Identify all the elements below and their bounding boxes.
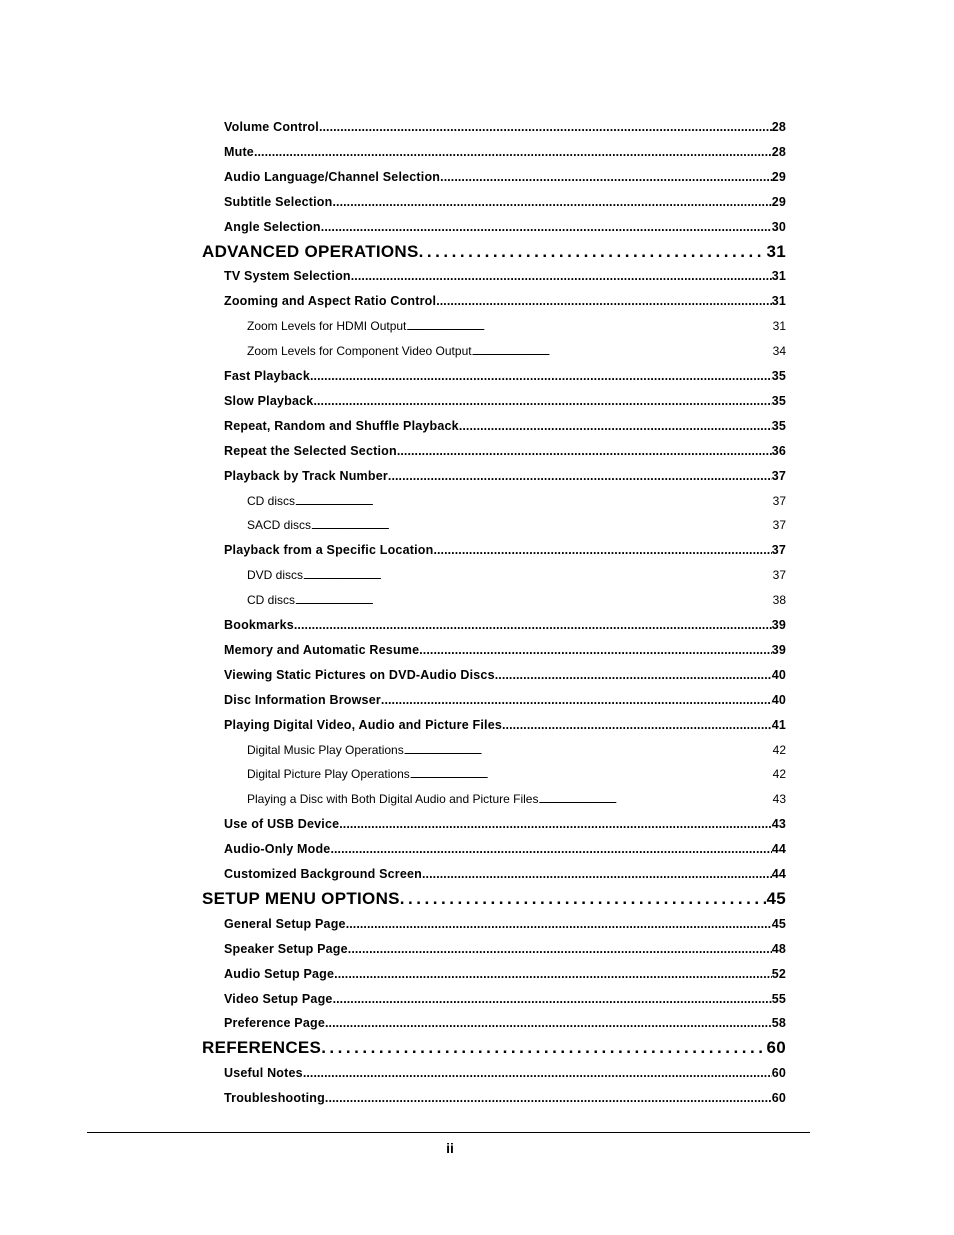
toc-dot-leader: [332, 195, 771, 209]
toc-entry[interactable]: [247, 319, 786, 335]
toc-entry-page: 37: [772, 568, 786, 583]
toc-entry-title: Preference Page: [224, 1016, 325, 1031]
toc-entry-title: Bookmarks: [224, 618, 294, 632]
toc-entry[interactable]: [224, 369, 786, 387]
toc-dot-leader: [495, 668, 772, 682]
toc-dot-leader: [295, 494, 773, 508]
toc-entry[interactable]: [224, 668, 786, 686]
toc-entry[interactable]: [224, 1066, 786, 1084]
toc-dot-leader: [410, 767, 773, 781]
toc-entry-title: Subtitle Selection: [224, 194, 333, 209]
toc-entry-page: 31: [771, 269, 786, 284]
toc-entry-title: Zoom Levels for Component Video Output: [247, 344, 472, 359]
toc-entry-page: 28: [771, 144, 786, 159]
toc-entry-page: 43: [771, 817, 786, 832]
toc-entry-title: Disc Information Browser: [224, 692, 381, 707]
toc-dot-leader: [433, 543, 771, 557]
toc-entry-page: 40: [771, 692, 786, 707]
toc-dot-leader: [419, 242, 767, 262]
toc-entry-title: Repeat the Selected Section: [224, 443, 397, 458]
toc-dot-leader: [346, 917, 772, 931]
toc-entry-page: 29: [771, 194, 786, 209]
toc-entry[interactable]: [247, 593, 786, 609]
toc-entry-title: Mute: [224, 144, 254, 159]
toc-dot-leader: [459, 419, 772, 433]
toc-dot-leader: [472, 344, 773, 358]
toc-entry-page: 55: [771, 991, 786, 1006]
toc-entry-title: Slow Playback: [224, 393, 314, 408]
toc-entry-page: 39: [771, 618, 786, 632]
toc-dot-leader: [419, 643, 771, 657]
toc-entry-title: REFERENCES: [202, 1038, 322, 1058]
toc-entry-title: Digital Music Play Operations: [247, 742, 404, 757]
toc-entry-page: 28: [771, 120, 786, 134]
toc-dot-leader: [321, 220, 772, 234]
toc-dot-leader: [436, 294, 772, 308]
toc-entry-title: Playback from a Specific Location: [224, 543, 434, 558]
toc-entry-title: Repeat, Random and Shuffle Playback: [224, 418, 459, 433]
toc-entry-page: 42: [772, 767, 786, 782]
toc-entry-page: 44: [771, 842, 786, 857]
toc-entry-title: Audio Language/Channel Selection: [224, 169, 441, 184]
toc-dot-leader: [294, 618, 772, 632]
toc-entry-page: 43: [772, 792, 786, 807]
toc-entry-page: 41: [771, 717, 786, 732]
toc-entry-title: Zooming and Aspect Ratio Control: [224, 294, 437, 309]
toc-entry-title: TV System Selection: [224, 269, 351, 284]
toc-entry-page: 35: [771, 369, 786, 383]
toc-dot-leader: [334, 967, 772, 981]
toc-dot-leader: [325, 1016, 772, 1030]
toc-entry[interactable]: [224, 867, 786, 885]
toc-entry-page: 35: [771, 418, 786, 433]
toc-entry-title: Audio Setup Page: [224, 966, 335, 981]
toc-entry-page: 34: [772, 344, 786, 359]
toc-entry-title: Speaker Setup Page: [224, 941, 348, 956]
toc-entry-page: 58: [771, 1016, 786, 1031]
toc-entry-page: 44: [771, 867, 786, 881]
toc-entry[interactable]: [247, 518, 786, 534]
toc-entry-title: Viewing Static Pictures on DVD-Audio Discs: [224, 667, 495, 682]
toc-dot-leader: [321, 1038, 766, 1058]
toc-entry-title: Video Setup Page: [224, 991, 333, 1006]
toc-entry[interactable]: [224, 195, 786, 213]
toc-entry[interactable]: [224, 220, 786, 238]
toc-entry-title: Audio-Only Mode: [224, 842, 331, 857]
toc-entry[interactable]: [224, 394, 786, 412]
toc-dot-leader: [313, 394, 771, 408]
toc-entry-title: Volume Control: [224, 120, 319, 134]
toc-entry[interactable]: [224, 967, 786, 985]
toc-entry[interactable]: [224, 942, 786, 960]
toc-entry-title: Useful Notes: [224, 1066, 303, 1081]
toc-entry-title: CD discs: [247, 493, 296, 508]
toc-entry-title: DVD discs: [247, 568, 304, 583]
toc-entry-title: Digital Picture Play Operations: [247, 767, 410, 782]
toc-dot-leader: [339, 817, 771, 831]
toc-entry[interactable]: [224, 618, 786, 636]
toc-entry-title: ADVANCED OPERATIONS: [202, 241, 419, 261]
toc-dot-leader: [397, 444, 772, 458]
toc-entry-title: Playback by Track Number: [224, 468, 388, 483]
toc-entry-title: Zoom Levels for HDMI Output: [247, 319, 407, 334]
toc-entry[interactable]: [224, 643, 786, 661]
toc-dot-leader: [422, 867, 772, 881]
toc-entry[interactable]: [224, 1091, 786, 1109]
toc-entry[interactable]: [224, 419, 786, 437]
toc-dot-leader: [254, 145, 772, 159]
toc-entry-title: Use of USB Device: [224, 817, 340, 832]
toc-dot-leader: [404, 743, 773, 757]
toc-entry-page: 31: [772, 319, 786, 334]
toc-dot-leader: [502, 718, 772, 732]
toc-entry-title: Memory and Automatic Resume: [224, 642, 420, 657]
toc-entry-page: 31: [771, 294, 786, 309]
toc-entry-title: Customized Background Screen: [224, 867, 423, 881]
toc-entry-page: 48: [771, 941, 786, 956]
toc-entry[interactable]: [202, 889, 786, 913]
toc-entry-page: 31: [766, 241, 786, 261]
toc-entry[interactable]: [224, 469, 786, 487]
toc-entry[interactable]: [224, 817, 786, 835]
toc-dot-leader: [348, 942, 772, 956]
toc-entry-page: 45: [771, 916, 786, 931]
toc-dot-leader: [538, 792, 772, 806]
toc-entry[interactable]: [224, 718, 786, 736]
toc-entry[interactable]: [224, 170, 786, 188]
toc-dot-leader: [310, 369, 772, 383]
toc-entry-page: 60: [771, 1091, 786, 1106]
toc-entry-page: 40: [771, 667, 786, 682]
toc-dot-leader: [303, 1066, 772, 1080]
toc-entry-page: 52: [771, 966, 786, 981]
toc-entry-page: 37: [771, 543, 786, 558]
toc-entry[interactable]: [247, 743, 786, 759]
toc-entry[interactable]: [247, 494, 786, 510]
toc-entry-title: Angle Selection: [224, 219, 321, 234]
toc-entry-title: CD discs: [247, 593, 296, 608]
toc-entry[interactable]: [224, 444, 786, 462]
toc-entry-page: 60: [771, 1066, 786, 1081]
toc-entry-title: Playing a Disc with Both Digital Audio and Picture Files: [247, 792, 539, 807]
toc-entry-page: 30: [771, 219, 786, 234]
toc-entry-page: 38: [772, 593, 786, 608]
toc-entry[interactable]: [224, 294, 786, 312]
toc-entry[interactable]: [224, 1016, 786, 1034]
toc-entry[interactable]: [202, 1038, 786, 1062]
toc-dot-leader: [311, 518, 773, 532]
toc-entry[interactable]: [247, 792, 786, 808]
toc-dot-leader: [319, 120, 772, 134]
toc-entry-page: 37: [772, 518, 786, 533]
toc-entry[interactable]: [247, 767, 786, 783]
toc-entry-title: Fast Playback: [224, 369, 310, 383]
toc-entry[interactable]: [224, 693, 786, 711]
toc-entry-page: 39: [771, 642, 786, 657]
toc-entry-page: 36: [771, 443, 786, 458]
toc-dot-leader: [303, 568, 773, 582]
toc-entry[interactable]: [202, 242, 786, 266]
toc-entry-page: 42: [772, 742, 786, 757]
toc-entry-title: Troubleshooting: [224, 1091, 325, 1106]
toc-entry-title: SACD discs: [247, 518, 312, 533]
toc-entry-page: 37: [772, 493, 786, 508]
toc-entry[interactable]: [224, 917, 786, 935]
toc-dot-leader: [351, 269, 772, 283]
toc-entry[interactable]: [224, 269, 786, 287]
toc-dot-leader: [406, 319, 772, 333]
toc-entry[interactable]: [224, 120, 786, 138]
toc-dot-leader: [381, 693, 772, 707]
toc-entry[interactable]: [224, 842, 786, 860]
page-number: ii: [446, 1140, 454, 1156]
toc-dot-leader: [330, 842, 771, 856]
toc-entry-title: General Setup Page: [224, 916, 346, 931]
toc-dot-leader: [440, 170, 772, 184]
toc-entry-page: 60: [766, 1038, 786, 1058]
toc-entry-page: 45: [766, 888, 786, 908]
toc-dot-leader: [333, 992, 772, 1006]
toc-entry[interactable]: [224, 992, 786, 1010]
toc-entry-page: 29: [771, 169, 786, 184]
toc-entry-title: Playing Digital Video, Audio and Picture Files: [224, 717, 502, 732]
toc-dot-leader: [388, 469, 772, 483]
footer-divider: [87, 1132, 810, 1133]
toc-dot-leader: [295, 593, 773, 607]
toc-entry[interactable]: [247, 344, 786, 360]
toc-entry-title: SETUP MENU OPTIONS: [202, 888, 400, 908]
toc-entry[interactable]: [224, 543, 786, 561]
toc-entry-page: 35: [771, 393, 786, 408]
toc-entry-page: 37: [771, 468, 786, 483]
toc-dot-leader: [325, 1091, 772, 1105]
toc-entry[interactable]: [247, 568, 786, 584]
toc-entry[interactable]: [224, 145, 786, 163]
toc-dot-leader: [400, 889, 767, 909]
